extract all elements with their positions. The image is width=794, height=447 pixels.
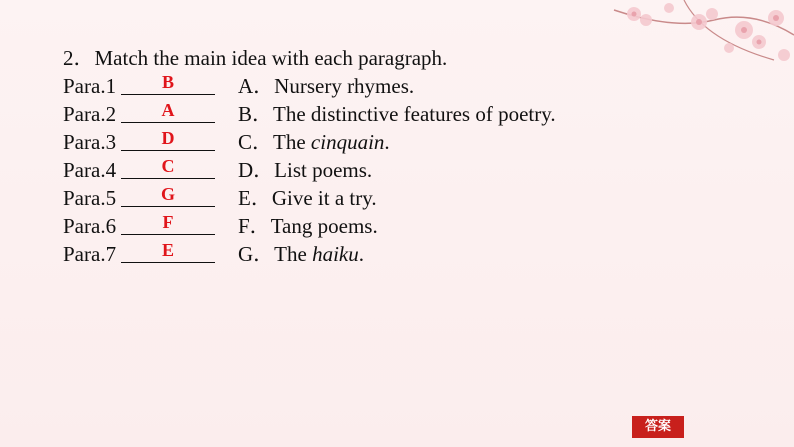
option-italic-text: haiku (312, 242, 359, 266)
option-letter: C． (238, 130, 274, 154)
option (238, 156, 372, 184)
option-text: The distinctive features of poetry. (273, 102, 556, 126)
option-text: The (273, 130, 311, 154)
option (238, 212, 378, 240)
option-text: Nursery rhymes. (274, 74, 415, 98)
option (238, 100, 556, 128)
option-letter: G． (238, 242, 275, 266)
option-italic-text: cinquain (310, 130, 385, 154)
option-letter: F． (238, 214, 271, 238)
answer-letter: A (161, 100, 175, 120)
option-text-end: . (384, 130, 390, 154)
paragraph-label: Para.7 (63, 242, 117, 266)
match-list (63, 72, 556, 268)
option (238, 128, 390, 156)
paragraph-label: Para.3 (63, 130, 117, 154)
option-letter: B． (238, 102, 274, 126)
paragraph-label: Para.6 (63, 214, 117, 238)
match-row (63, 240, 447, 268)
paragraph-label: Para.2 (63, 102, 117, 126)
paragraph-label: Para.4 (63, 158, 117, 182)
answer-letter: C (161, 156, 175, 176)
cherry-blossom-icon (594, 0, 794, 90)
answer-button[interactable]: 答案 (632, 416, 684, 438)
question-title: 2．Match the main idea with each paragraph. (63, 46, 448, 70)
option-letter: A． (238, 74, 275, 98)
answer-letter: E (161, 240, 174, 260)
option (238, 72, 414, 100)
paragraph-label: Para.1 (63, 74, 117, 98)
answer-letter: B (161, 72, 174, 92)
option-text: Give it a try. (271, 186, 377, 210)
option (238, 184, 377, 212)
exercise (63, 44, 556, 268)
answer-letter: D (161, 128, 175, 148)
option-text: Tang poems. (270, 214, 378, 238)
answer-letter: F (162, 212, 174, 232)
option-letter: E． (238, 186, 272, 210)
option (238, 240, 364, 268)
paragraph-label: Para.5 (63, 186, 117, 210)
option-text-end: . (358, 242, 364, 266)
answer-letter: G (160, 184, 175, 204)
option-text: The (274, 242, 313, 266)
option-text: List poems. (274, 158, 373, 182)
option-letter: D． (238, 158, 275, 182)
